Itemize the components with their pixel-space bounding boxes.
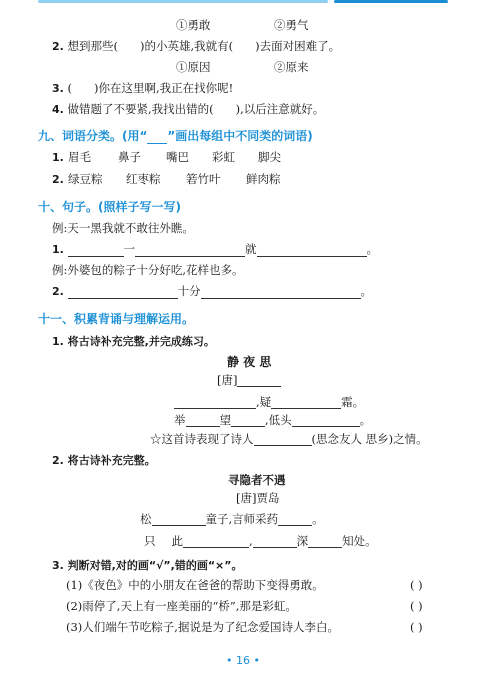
item-number: 2. (52, 285, 64, 298)
poem-1-note (150, 432, 428, 446)
poem-2-line-1 (140, 512, 324, 526)
word-option: 嘴巴 (166, 150, 189, 164)
poem-2-text: 只 (144, 534, 156, 548)
item-number: 1. (52, 243, 64, 256)
word-option: 鲜肉粽 (246, 172, 281, 186)
blank[interactable] (308, 535, 342, 548)
poem-2-text: 松 (140, 512, 152, 526)
word-option: 彩虹 (212, 150, 235, 164)
poem-1-text: 望 (219, 413, 231, 427)
fixed-word: 十分 (177, 284, 201, 298)
q8-item2-text-c: )去面对困难了。 (255, 39, 341, 53)
poem-2-text: , (249, 534, 253, 548)
blank[interactable] (152, 513, 206, 526)
poem-1-title: 静 夜 思 (227, 355, 272, 369)
blank[interactable] (253, 535, 297, 548)
option-1-1: ①勇敢 (176, 18, 211, 32)
poem-2-text: 。 (312, 512, 324, 526)
example-sentence-1: 例:天一黑我就不敢往外瞧。 (52, 221, 194, 235)
word-option: 眉毛 (68, 150, 91, 164)
page-number: • 16 • (226, 654, 260, 667)
answer-paren-1[interactable]: ( ) (410, 578, 423, 592)
answer-paren-3[interactable]: ( ) (410, 620, 423, 634)
section-9-title-a: 九、词语分类。(用“ (38, 129, 148, 143)
blank[interactable] (292, 414, 360, 427)
poem-2-author: [唐]贾岛 (236, 491, 280, 505)
answer-paren-2[interactable]: ( ) (410, 599, 423, 613)
section-9-title (38, 127, 313, 144)
poem-2-text: 知处。 (342, 534, 377, 548)
blank[interactable] (271, 396, 341, 409)
option-1-2: ②勇气 (274, 18, 309, 32)
poem-1-author (217, 373, 281, 387)
poem-1-text: 霜。 (341, 395, 365, 409)
judge-item-2: (2)雨停了,天上有一座美丽的“桥”,那是彩虹。 (66, 599, 297, 613)
poem-1-text: 。 (359, 413, 372, 427)
s10-line-2 (52, 284, 372, 299)
judge-item-1: (1)《夜色》中的小朋友在爸爸的帮助下变得勇敢。 (66, 578, 324, 592)
top-decor-bar-dark (334, 0, 448, 3)
blank-author[interactable] (237, 374, 281, 387)
q8-item2-text-b: )的小英雄,我就有( (140, 39, 234, 53)
item-number: 1. (52, 151, 64, 164)
period: 。 (366, 242, 378, 256)
poem-1-dynasty: [唐] (217, 373, 238, 387)
blank[interactable] (68, 286, 178, 299)
fixed-word: 一 (123, 242, 135, 256)
word-option: 鼻子 (118, 150, 141, 164)
item-number: 3. (52, 82, 64, 95)
poem-2-title: 寻隐者不遇 (228, 473, 286, 487)
section-10-title: 十、句子。(照样子写一写) (38, 200, 181, 214)
q2-heading: 2. 将古诗补充完整。 (52, 454, 156, 467)
blank[interactable] (201, 286, 361, 299)
q3-heading: 3. 判断对错,对的画“√”,错的画“×”。 (52, 559, 243, 572)
period: 。 (360, 284, 372, 298)
blank[interactable] (186, 414, 220, 427)
s9-row-2 (52, 172, 64, 187)
q8-item-4 (52, 102, 324, 117)
q8-item-3 (52, 81, 233, 96)
poem-2-text: 童子,言师采药 (205, 512, 279, 526)
poem-1-note-choice: (思念友人 思乡)之情。 (311, 432, 428, 446)
q8-item2-text-a: 想到那些( (67, 39, 118, 53)
poem-1-line-1 (174, 395, 364, 409)
poem-1-note-text: ☆这首诗表现了诗人 (150, 432, 254, 446)
item-number: 2. (52, 40, 64, 53)
item-number: 2. (52, 173, 64, 186)
section-9-title-b: ”画出每组中不同类的词语) (167, 129, 313, 143)
blank[interactable] (257, 244, 367, 257)
word-option: 绿豆粽 (68, 172, 103, 186)
poem-1-text: 举 (174, 413, 186, 427)
blank[interactable] (254, 433, 312, 446)
q1-heading: 1. 将古诗补充完整,并完成练习。 (52, 335, 215, 348)
s9-row-1 (52, 150, 64, 165)
item-number: 4. (52, 103, 64, 116)
poem-2-line-2 (144, 534, 377, 548)
blank[interactable] (135, 244, 245, 257)
poem-1-text: ,疑 (256, 395, 272, 409)
word-option: 红枣粽 (126, 172, 161, 186)
blank[interactable] (278, 513, 312, 526)
word-option: 箬竹叶 (186, 172, 221, 186)
blank[interactable] (183, 535, 249, 548)
poem-2-text: 深 (296, 534, 309, 548)
option-2-2: ②原来 (274, 60, 309, 74)
judge-item-3: (3)人们端午节吃粽子,据说是为了纪念爱国诗人李白。 (66, 620, 339, 634)
blank[interactable] (231, 414, 265, 427)
fixed-word: 就 (245, 242, 257, 256)
underline-sample (147, 131, 167, 144)
q8-item4-text-a: 做错题了不要紧,我找出错的( (67, 102, 214, 116)
word-option: 脚尖 (258, 150, 281, 164)
q8-item3-text-a: ( (67, 81, 72, 95)
example-sentence-2: 例:外婆包的粽子十分好吃,花样也多。 (52, 263, 244, 277)
s10-line-1 (52, 242, 378, 257)
q8-item3-text-b: )你在这里啊,我正在找你呢! (94, 81, 234, 95)
q8-item-2 (52, 39, 340, 54)
top-decor-bar-light (38, 0, 328, 3)
blank[interactable] (68, 244, 124, 257)
blank[interactable] (174, 396, 256, 409)
q8-item4-text-b: ),以后注意就好。 (235, 102, 325, 116)
poem-1-text: ,低头 (265, 413, 292, 427)
poem-2-text: 此 (171, 534, 183, 548)
section-11-title: 十一、积累背诵与理解运用。 (38, 312, 195, 326)
poem-1-line-2 (174, 413, 371, 427)
option-2-1: ①原因 (176, 60, 211, 74)
